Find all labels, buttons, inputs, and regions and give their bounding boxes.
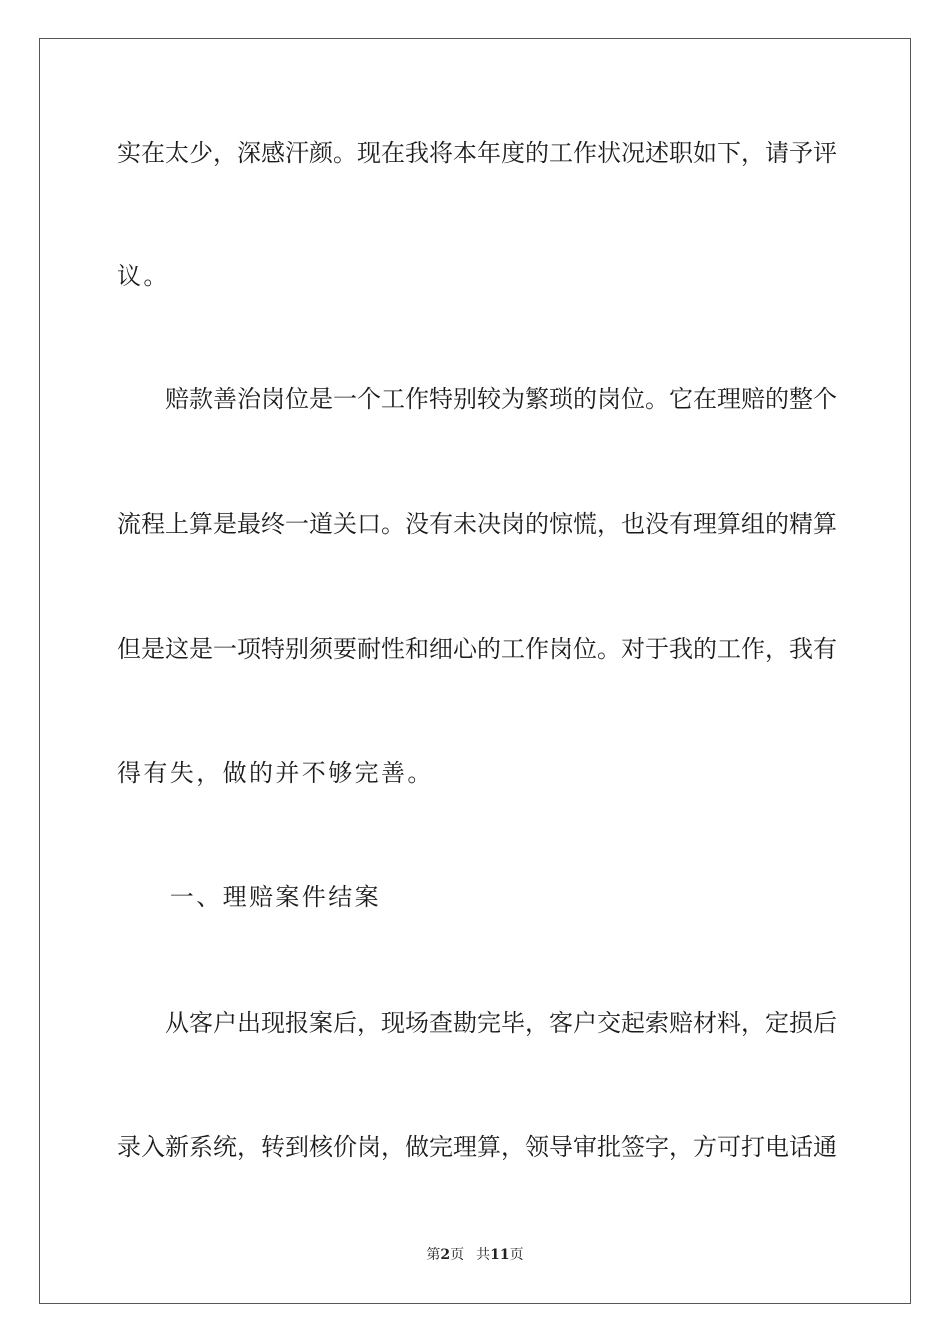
total-suffix: 页 [509, 1247, 524, 1263]
body-line-2: 议。 [117, 262, 170, 290]
page-number: 2 [440, 1247, 451, 1263]
body-line-6: 得有失，做的并不够完善。 [117, 759, 434, 787]
total-prefix: 共 [476, 1247, 491, 1263]
total-pages: 11 [490, 1247, 510, 1263]
page-border [39, 38, 911, 1304]
body-line-7: 从客户出现报案后，现场查勘完毕，客户交起索赔材料，定损后 [117, 1009, 837, 1037]
section-heading: 一、理赔案件结案 [117, 883, 381, 911]
page-suffix: 页 [450, 1247, 465, 1263]
body-line-5: 但是这是一项特别须要耐性和细心的工作岗位。对于我的工作，我有 [117, 635, 837, 663]
body-line-1: 实在太少，深感汗颜。现在我将本年度的工作状况述职如下，请予评 [117, 139, 837, 167]
body-line-8: 录入新系统，转到核价岗，做完理算，领导审批签字，方可打电话通 [117, 1133, 837, 1161]
body-line-4: 流程上算是最终一道关口。没有未决岗的惊慌，也没有理算组的精算 [117, 510, 837, 538]
page-footer [0, 1246, 950, 1264]
body-line-3: 赔款善治岗位是一个工作特别较为繁琐的岗位。它在理赔的整个 [117, 385, 837, 413]
page-prefix: 第 [426, 1247, 441, 1263]
